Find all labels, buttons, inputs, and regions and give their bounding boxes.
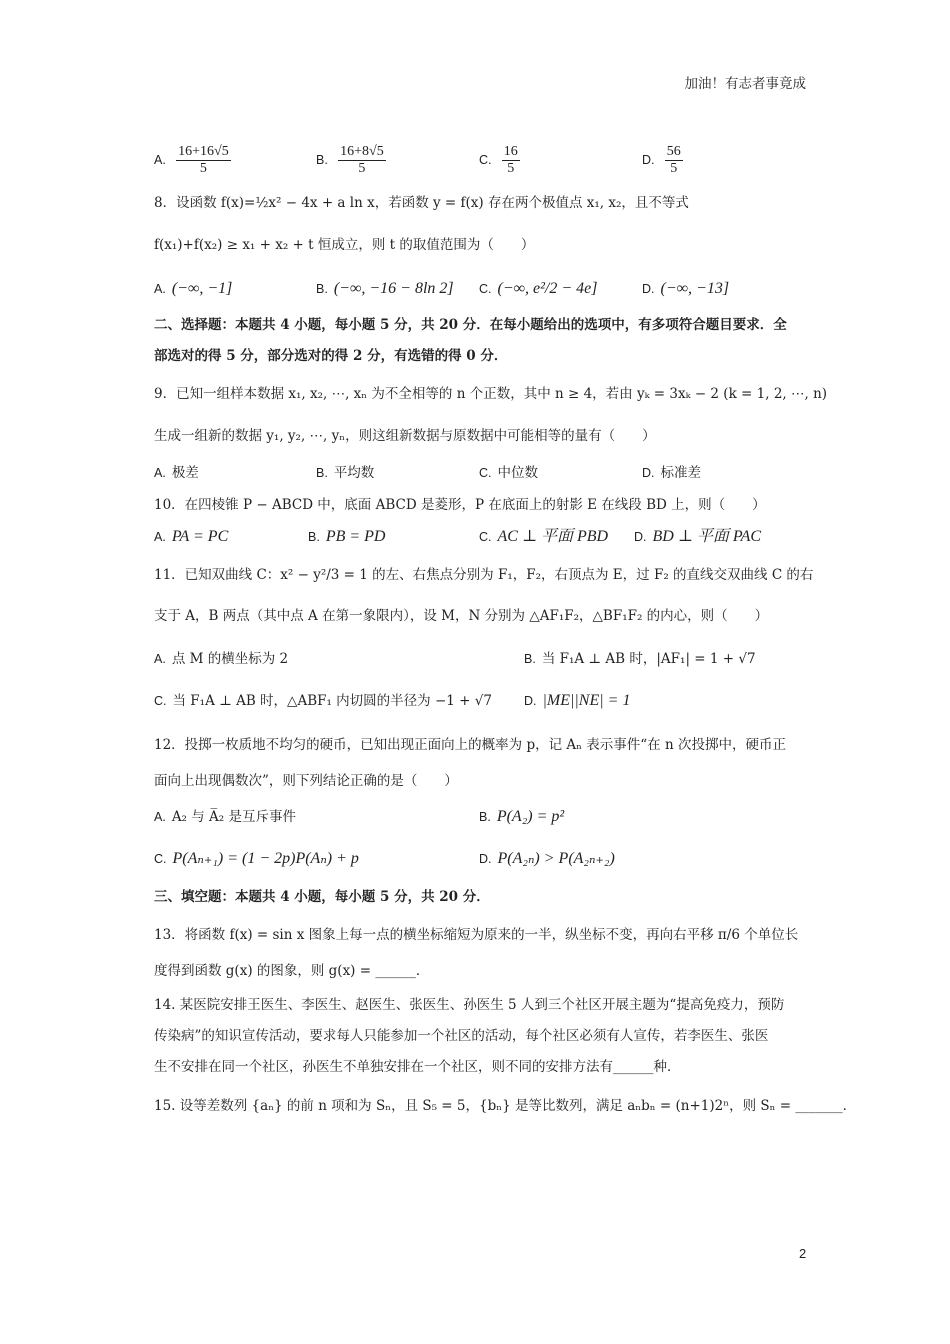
option-label: A. [154, 810, 166, 824]
option-label: C. [479, 466, 492, 480]
q9-stem-line1: 9．已知一组样本数据 x₁, x₂, ⋯, xₙ 为不全相等的 n 个正数，其中 n ≥ 4，若由 yₖ = 3xₖ − 2 (k = 1, 2, ⋯, n) [154, 386, 828, 402]
q14-stem-line2: 传染病”的知识宣传活动，要求每人只能参加一个社区的活动，每个社区必须有人宣传，若李医生、张医 [154, 1028, 769, 1044]
q11-stem-line1: 11．已知双曲线 C：x² − y²/3 = 1 的左、右焦点分别为 F₁，F₂，右顶点为 E，过 F₂ 的直线交双曲线 C 的右 [154, 567, 814, 583]
denominator: 5 [507, 161, 515, 176]
option-value: 平均数 [333, 465, 375, 481]
option-value: (−∞, −1] [171, 280, 233, 297]
option-label: D. [642, 282, 655, 296]
q12-option-b [479, 806, 564, 828]
q7-option-b [316, 144, 386, 177]
option-value: P(A₂) = p² [496, 808, 565, 825]
option-value: 当 F₁A ⊥ AB 时，|AF₁| = 1 + √7 [541, 651, 756, 667]
q10-stem-line1: 10．在四棱锥 P − ABCD 中，底面 ABCD 是菱形，P 在底面上的射影 E 在线段 BD 上，则（ ） [154, 497, 766, 513]
page-number: 2 [799, 1246, 807, 1261]
option-value: 点 M 的横坐标为 2 [171, 651, 289, 667]
q12-stem-line1: 12．投掷一枚质地不均匀的硬币，已知出现正面向上的概率为 p，记 Aₙ 表示事件“在 n 次投掷中，硬币正 [154, 737, 786, 753]
q9-option-b [316, 462, 374, 484]
option-label: B. [479, 810, 491, 824]
fraction [176, 144, 231, 177]
numerator: 56 [666, 144, 681, 159]
q9-option-a [154, 462, 199, 484]
option-value: 中位数 [497, 465, 538, 481]
option-label: C. [154, 852, 167, 866]
option-label: A. [154, 466, 166, 480]
q13-stem-line1: 13．将函数 f(x) = sin x 图象上每一点的横坐标缩短为原来的一半，纵坐标不变，再向右平移 π/6 个单位长 [154, 927, 799, 943]
q12-stem-line2: 面向上出现偶数次”，则下列结论正确的是（ ） [154, 773, 458, 789]
option-value: BD ⊥ 平面 PAC [652, 528, 762, 545]
page-header: 加油！有志者事竟成 [684, 76, 806, 92]
option-label: B. [316, 282, 328, 296]
option-label: D. [524, 694, 537, 708]
option-label: C. [154, 694, 167, 708]
option-label: D. [479, 852, 492, 866]
option-label: D. [642, 466, 655, 480]
section2-heading-line2: 部选对的得 5 分，部分选对的得 2 分，有选错的得 0 分． [154, 348, 508, 364]
option-value: (−∞, −16 − 8ln 2] [333, 280, 454, 297]
option-label: A. [154, 530, 166, 544]
q12-option-c [154, 848, 359, 870]
option-label: A. [154, 282, 166, 296]
numerator: 16 [503, 144, 518, 159]
numerator: 16+16√5 [178, 144, 229, 159]
option-value: PB = PD [325, 528, 386, 545]
q8-stem-line2: f(x₁)+f(x₂) ≥ x₁ + x₂ + t 恒成立，则 t 的取值范围为（ ） [154, 237, 535, 253]
option-label: D. [634, 530, 647, 544]
option-value: (−∞, e²/2 − 4e] [497, 280, 598, 297]
option-label: C. [479, 530, 492, 544]
option-value: A₂ 与 A̅₂ 是互斥事件 [171, 809, 297, 825]
q8-option-a [154, 278, 232, 300]
option-value: P(Aₙ₊₁) = (1 − 2p)P(Aₙ) + p [172, 850, 359, 867]
denominator: 5 [670, 161, 678, 176]
option-label: B. [316, 466, 328, 480]
denominator: 5 [358, 161, 366, 176]
q8-stem-line1: 8．设函数 f(x)=½x² − 4x + a ln x，若函数 y = f(x) 存在两个极值点 x₁, x₂，且不等式 [154, 195, 689, 211]
option-label: B. [524, 652, 536, 666]
q11-option-a [154, 648, 288, 670]
denominator: 5 [199, 161, 207, 176]
q11-option-c [154, 690, 492, 712]
option-value: 标准差 [660, 465, 701, 481]
option-value: AC ⊥ 平面 PBD [497, 528, 609, 545]
q12-option-a [154, 806, 296, 828]
q11-stem-line2: 支于 A，B 两点（其中点 A 在第一象限内），设 M，N 分别为 △AF₁F₂，△BF₁F₂ 的内心，则（ ） [154, 608, 769, 624]
option-label: B. [308, 530, 320, 544]
q7-option-c [479, 144, 520, 177]
numerator: 16+8√5 [340, 144, 384, 159]
q9-option-d [642, 462, 701, 484]
q8-option-c [479, 278, 598, 300]
option-value: PA = PC [171, 528, 229, 545]
option-value: |ME||NE| = 1 [542, 692, 631, 709]
q10-option-d [634, 526, 761, 548]
option-label: A. [154, 153, 166, 167]
q8-option-b [316, 278, 454, 300]
q11-option-d [524, 690, 630, 712]
option-label: C. [479, 282, 492, 296]
fraction [502, 144, 520, 177]
q9-option-c [479, 462, 538, 484]
q11-option-b [524, 648, 756, 670]
option-label: D. [642, 153, 655, 167]
fraction [338, 144, 386, 177]
option-value: 极差 [171, 465, 199, 481]
q9-stem-line2: 生成一组新的数据 y₁, y₂, ⋯, yₙ，则这组新数据与原数据中可能相等的量有（ ） [154, 428, 656, 444]
section3-heading: 三、填空题：本题共 4 小题，每小题 5 分，共 20 分． [154, 889, 490, 905]
q7-option-a [154, 144, 231, 177]
q13-stem-line2: 度得到函数 g(x) 的图象，则 g(x) = ______． [154, 963, 430, 979]
section2-heading-line1: 二、选择题：本题共 4 小题，每小题 5 分，共 20 分．在每小题给出的选项中，有多项符合题目要求．全 [154, 317, 787, 333]
option-label: C. [479, 153, 492, 167]
q15-stem-line1: 15. 设等差数列 {aₙ} 的前 n 项和为 Sₙ，且 S₅ = 5，{bₙ} 是等比数列，满足 aₙbₙ = (n+1)2ⁿ，则 Sₙ = _______． [154, 1098, 857, 1114]
q14-stem-line1: 14. 某医院安排王医生、李医生、赵医生、张医生、孙医生 5 人到三个社区开展主题为“提高免疫力，预防 [154, 997, 785, 1013]
option-label: A. [154, 652, 166, 666]
q10-option-b [308, 526, 385, 548]
option-value: 当 F₁A ⊥ AB 时，△ABF₁ 内切圆的半径为 −1 + √7 [172, 693, 492, 709]
option-value: P(A₂ₙ) > P(A₂ₙ₊₂) [497, 850, 615, 867]
q7-option-d [642, 144, 683, 177]
option-value: (−∞, −13] [660, 280, 730, 297]
fraction [665, 144, 683, 177]
q10-option-c [479, 526, 608, 548]
q8-option-d [642, 278, 729, 300]
q12-option-d [479, 848, 615, 870]
q10-option-a [154, 526, 228, 548]
q14-stem-line3: 生不安排在同一个社区，孙医生不单独安排在一个社区，则不同的安排方法有______种． [154, 1059, 681, 1075]
option-label: B. [316, 153, 328, 167]
